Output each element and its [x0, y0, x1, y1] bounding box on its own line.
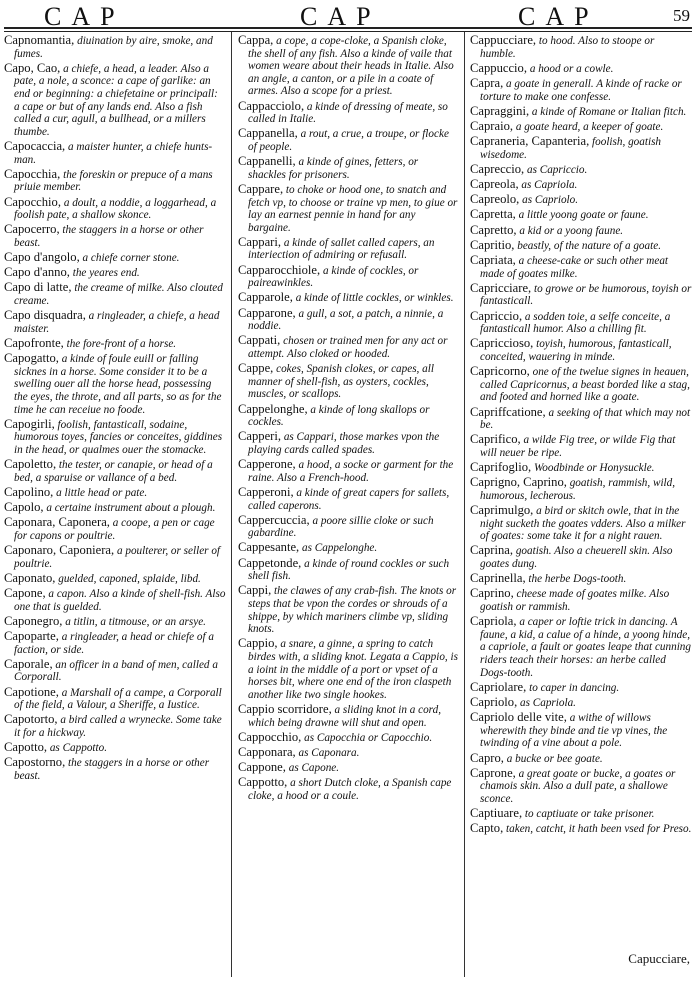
- definition: a cope, a cope-cloke, a Spanish cloke, the shell of any fish. Also a kinde of vaile that women weare about their heads in Italie. Also an angle, a canton, or a pile in a coate of armes. Also a scope for a priest.: [248, 35, 454, 98]
- definition: to choke or hood one, to snatch and fetch vp, to choose or traine vp men, to giue or lay an earnest pennie in hand for any bargaine.: [248, 183, 458, 234]
- definition: as Capriola.: [517, 696, 576, 709]
- dictionary-entry: [4, 281, 226, 307]
- dictionary-entry: [470, 62, 692, 76]
- headword: Capotorto,: [4, 712, 58, 727]
- definition: a Marshall of a campe, a Corporall of the field, a Valour, a Sheriffe, a Iustice.: [14, 686, 222, 712]
- dictionary-entry: [4, 501, 226, 515]
- headword: Caprifico,: [470, 432, 521, 447]
- headword: Capoparte,: [4, 629, 59, 643]
- dictionary-entry: [238, 557, 458, 583]
- definition: beastly, of the nature of a goate.: [514, 239, 661, 252]
- dictionary-entry: [4, 168, 226, 194]
- definition: chosen or trained men for any act or attempt. Also cloked or hooded.: [248, 335, 448, 360]
- headword: Capnomantia,: [4, 34, 75, 47]
- dictionary-entry: [4, 572, 226, 586]
- dictionary-entry: [238, 334, 458, 360]
- headword: Capocerro,: [4, 222, 60, 237]
- definition: one of the twelue signes in heauen, called Capricornus, a beast borded like a stag, and footed and horned like a goate.: [480, 366, 690, 404]
- dictionary-entry: [470, 807, 692, 821]
- headword: Cappa,: [238, 34, 274, 47]
- headword: Capparone,: [238, 305, 296, 320]
- headword: Cappotto,: [238, 775, 288, 790]
- headword: Capocchio,: [4, 194, 62, 209]
- headword: Cappetonde,: [238, 555, 302, 570]
- headword: Capo di latte,: [4, 280, 72, 295]
- dictionary-entry: [238, 403, 458, 429]
- definition: goatish, rammish, wild, humorous, lecherous.: [480, 477, 676, 502]
- dictionary-entry: [238, 236, 458, 262]
- definition: the yeares end.: [69, 267, 140, 280]
- headword: Capra,: [470, 75, 504, 90]
- page-number: 59: [673, 6, 690, 25]
- definition: a kinde of cockles, or paireawinkles.: [248, 264, 419, 290]
- dictionary-entry: [4, 337, 226, 351]
- definition: a cheese-cake or such other meat made of goates milke.: [480, 255, 669, 280]
- definition: as Cappari, those markes vpon the playing cards called spades.: [248, 431, 440, 456]
- definition: the staggers in a horse or other beast.: [14, 224, 204, 249]
- headword: Capriolare,: [470, 679, 527, 694]
- headword: Capretta,: [470, 207, 516, 222]
- headword: Capogirli,: [4, 416, 55, 431]
- dictionary-entry: [470, 337, 692, 363]
- dictionary-entry: [470, 504, 692, 543]
- headword: Cappesante,: [238, 540, 300, 555]
- dictionary-entry: [4, 62, 226, 139]
- headword: Cappi,: [238, 583, 272, 598]
- definition: a ringleader, a chiefe, a head maister.: [14, 310, 220, 335]
- headword: Cappio scorridore,: [238, 701, 332, 716]
- headword: Cappati,: [238, 333, 281, 348]
- headword: Cappanella,: [238, 126, 298, 141]
- headword: Cappone,: [238, 760, 286, 775]
- headword: Capraio,: [470, 118, 514, 133]
- definition: toyish, humorous, fantasticall, conceited, wauering in minde.: [480, 338, 672, 363]
- definition: as Capriccio.: [524, 163, 588, 176]
- headword: Cappuccio,: [470, 60, 528, 75]
- definition: a doult, a noddie, a loggarhead, a foolish pate, a shallow skonce.: [14, 196, 217, 222]
- headword: Caponaro, Caponiera,: [4, 543, 115, 558]
- definition: a sliding knot in a cord, which being drawne will shut and open.: [248, 703, 442, 729]
- headword: Capriccioso,: [470, 336, 534, 351]
- dictionary-entry: [4, 251, 226, 265]
- definition: a little head or pate.: [53, 486, 148, 499]
- definition: a kinde of gines, fetters, or shackles for prisoners.: [248, 156, 419, 181]
- definition: the staggers in a horse or other beast.: [14, 757, 210, 782]
- dictionary-entry: [470, 587, 692, 613]
- dictionary-entry: [470, 365, 692, 404]
- definition: the foreskin or prepuce of a mans priuie member.: [14, 168, 213, 194]
- headword: Capolino,: [4, 484, 54, 499]
- definition: to caper in dancing.: [526, 681, 620, 694]
- dictionary-entry: [4, 658, 226, 684]
- definition: a great goate or bucke, a goates or chamois skin. Also a dull pate, a shallowe sconce.: [480, 767, 676, 805]
- dictionary-entry: [238, 584, 458, 635]
- definition: a hood, a socke or garment for the raine. Also a French-hood.: [248, 459, 454, 484]
- headword: Cappe,: [238, 361, 274, 376]
- dictionary-entry: [470, 696, 692, 710]
- definition: to hood. Also to stoope or humble.: [480, 35, 655, 60]
- dictionary-entry: [470, 178, 692, 192]
- headword: Capo, Cao,: [4, 60, 61, 75]
- headword: Capocchia,: [4, 166, 61, 181]
- headword: Captiuare,: [470, 806, 523, 821]
- definition: a kid or a yoong faune.: [516, 224, 624, 237]
- headword: Cappucciare,: [470, 34, 537, 47]
- headword: Cappocchio,: [238, 729, 302, 744]
- definition: a kinde of dressing of meate, so called in Italie.: [248, 100, 448, 126]
- dictionary-entry: [470, 310, 692, 336]
- dictionary-entry: [470, 461, 692, 475]
- definition: foolish, goatish wisedome.: [480, 136, 662, 161]
- headword: Capriccio,: [470, 308, 523, 323]
- definition: a kinde of sallet called capers, an interiection of admiring or refusall.: [248, 236, 435, 262]
- definition: a bird or skitch owle, that in the night sucketh the goates vdders. Also a milker of goates: some take it for a night rauen.: [480, 505, 686, 543]
- definition: a seeking of that which may not be.: [480, 406, 691, 432]
- headword: Capritio,: [470, 237, 515, 252]
- headword: Cappare,: [238, 181, 284, 196]
- headword: Capone,: [4, 586, 46, 601]
- headword: Capparocchiole,: [238, 262, 321, 277]
- definition: foolish, fantasticall, sodaine, humorous toyes, fancies or conceites, giddines in the head, or qualmes ouer the stomacke.: [14, 418, 223, 456]
- definition: a little yoong goate or faune.: [515, 209, 649, 222]
- definition: a rout, a crue, a troupe, or flocke of people.: [248, 128, 449, 153]
- headword: Capo disquadra,: [4, 308, 86, 323]
- headword: Caprigno, Caprino,: [470, 475, 567, 490]
- column-divider-left: [231, 32, 232, 977]
- dictionary-entry: [470, 163, 692, 177]
- headword: Cappacciolo,: [238, 98, 305, 113]
- headword: Capponara,: [238, 744, 296, 759]
- dictionary-entry: [4, 266, 226, 280]
- definition: goatish. Also a cheuerell skin. Also goates dung.: [480, 545, 673, 571]
- dictionary-entry: [238, 430, 458, 456]
- dictionary-entry: [4, 516, 226, 542]
- dictionary-entry: [4, 309, 226, 335]
- dictionary-entry: [238, 291, 458, 305]
- headword: Cappari,: [238, 234, 282, 249]
- headword: Capriolo,: [470, 694, 518, 709]
- definition: a certaine instrument about a plough.: [43, 502, 216, 515]
- definition: a chiefe corner stone.: [79, 252, 180, 265]
- headword: Capofronte,: [4, 336, 64, 350]
- dictionary-entry: [238, 541, 458, 555]
- column-divider-right: [464, 32, 465, 977]
- definition: as Capocchia or Capocchio.: [301, 731, 433, 744]
- headword: Caprino,: [470, 586, 514, 601]
- headword: Caponara, Caponera,: [4, 515, 110, 530]
- headword: Capoletto,: [4, 457, 57, 472]
- headword: Capriola,: [470, 614, 517, 629]
- definition: a withe of willows wherewith they binde and tie vp vines, the twinding of a vine about a pole.: [480, 712, 668, 750]
- headword: Capotione,: [4, 684, 59, 699]
- definition: cheese made of goates milke. Also goatish or rammish.: [480, 588, 670, 613]
- dictionary-entry: [238, 637, 458, 701]
- headword: Capparole,: [238, 290, 293, 305]
- definition: as Capriola.: [518, 179, 578, 192]
- headword: Caporale,: [4, 656, 53, 671]
- dictionary-entry: [470, 282, 692, 308]
- headword: Capo d'anno,: [4, 265, 70, 280]
- dictionary-entry: [4, 223, 226, 249]
- headword: Caprone,: [470, 765, 516, 780]
- definition: a kinde of little cockles, or winkles.: [292, 292, 454, 305]
- dictionary-entry: [238, 514, 458, 540]
- dictionary-entry: [4, 140, 226, 166]
- headword: Capto,: [470, 821, 504, 836]
- dictionary-entry: [470, 120, 692, 134]
- dictionary-entry: [238, 731, 458, 745]
- dictionary-entry: [4, 196, 226, 222]
- headword: Capo d'angolo,: [4, 250, 80, 265]
- dictionary-entry: [470, 239, 692, 253]
- definition: Woodbinde or Honysuckle.: [531, 462, 655, 475]
- headword: Cappio,: [238, 636, 278, 651]
- dictionary-entry: [238, 307, 458, 333]
- definition: as Cappelonghe.: [299, 542, 378, 555]
- definition: a poore sillie cloke or such gabardine.: [248, 514, 434, 540]
- definition: a titlin, a titmouse, or an arsye.: [62, 615, 206, 628]
- headword: Caprimulgo,: [470, 503, 534, 518]
- dictionary-entry: [238, 127, 458, 153]
- headword: Capriffcatione,: [470, 404, 546, 419]
- headword: Capperoni,: [238, 484, 294, 499]
- headword: Cappanelli,: [238, 154, 296, 169]
- headword: Capocaccia,: [4, 138, 66, 153]
- headword: Capricciare,: [470, 280, 532, 295]
- headword: Capolo,: [4, 500, 44, 515]
- dictionary-entry: [470, 193, 692, 207]
- definition: a hood or a cowle.: [527, 62, 614, 75]
- header-rule: [4, 27, 692, 29]
- dictionary-entry: [470, 208, 692, 222]
- definition: a wilde Fig tree, or wilde Fig that will neuer be ripe.: [480, 434, 676, 459]
- definition: as Capriolo.: [519, 194, 579, 207]
- dictionary-entry: [470, 615, 692, 679]
- definition: a ringleader, a head or chiefe of a faction, or side.: [14, 631, 214, 656]
- running-head-left: CAP: [44, 2, 125, 31]
- headword: Capricorno,: [470, 364, 530, 379]
- dictionary-entry: [238, 746, 458, 760]
- dictionary-entry: [470, 681, 692, 695]
- headword: Capreolo,: [470, 192, 520, 207]
- definition: a gull, a sot, a patch, a ninnie, a noddie.: [248, 307, 444, 333]
- definition: to captiuate or take prisoner.: [522, 808, 655, 821]
- dictionary-entry: [238, 183, 458, 234]
- dictionary-entry: [4, 756, 226, 782]
- dictionary-entry: [4, 713, 226, 739]
- dictionary-entry: [4, 686, 226, 712]
- definition: a kinde of long skallops or cockles.: [248, 403, 430, 429]
- dictionary-entry: [470, 822, 692, 836]
- column-1: [4, 34, 226, 971]
- definition: cokes, Spanish clokes, or capes, all manner of shell-fish, as oysters, cockles, muscles, or scallops.: [248, 363, 434, 401]
- definition: to growe or be humorous, toyish or fantasticall.: [480, 282, 692, 308]
- catchword: Capucciare,: [628, 951, 690, 966]
- running-head-right: CAP: [518, 2, 599, 31]
- definition: the creame of milke. Also clouted creame.: [14, 282, 223, 308]
- definition: taken, catcht, it hath been vsed for Preso.: [503, 823, 692, 836]
- headword: Caprinella,: [470, 571, 526, 586]
- headword: Capperone,: [238, 457, 296, 472]
- dictionary-entry: [238, 761, 458, 775]
- headword: Capostorno,: [4, 755, 66, 770]
- dictionary-entry: [470, 476, 692, 502]
- headword: Caponato,: [4, 570, 56, 585]
- definition: a goate in generall. A kinde of racke or torture to make one confesse.: [480, 77, 682, 103]
- definition: a snare, a ginne, a spring to catch birdes with, a sliding knot. Legata a Cappio, is a ioint in the middle of a port or vpset of a horses bit, where one end of the iron claspeth another like two single hookes.: [248, 638, 458, 701]
- headword: Capperi,: [238, 429, 282, 444]
- definition: a capon. Also a kinde of shell-fish. Also one that is guelded.: [14, 588, 226, 613]
- headword: Cappelonghe,: [238, 401, 308, 416]
- definition: a kinde of foule euill or falling sicknes in a horse. Some consider it to be a swelling ouer all the horse head, possessing the eyes, the throte, and all parts, so as for the time he can receiue no foode.: [14, 353, 222, 416]
- dictionary-entry: [470, 224, 692, 238]
- definition: the fore-front of a horse.: [63, 338, 177, 350]
- headword: Capriolo delle vite,: [470, 710, 567, 725]
- headword: Capreola,: [470, 177, 519, 192]
- definition: a kinde of great capers for sallets, called caperons.: [248, 486, 450, 512]
- dictionary-entry: [238, 458, 458, 484]
- definition: an officer in a band of men, called a Corporall.: [14, 658, 218, 684]
- definition: a kinde of Romane or Italian fitch.: [529, 105, 687, 118]
- dictionary-entry: [470, 34, 692, 60]
- definition: as Caponara.: [295, 746, 360, 759]
- headword: Capro,: [470, 750, 504, 765]
- dictionary-entry: [4, 352, 226, 416]
- dictionary-entry: [4, 418, 226, 457]
- headword: Caprifoglio,: [470, 460, 532, 475]
- headword: Caponegro,: [4, 613, 63, 628]
- dictionary-entry: [470, 711, 692, 750]
- column-2: [238, 34, 458, 971]
- dictionary-entry: [470, 135, 692, 161]
- headword: Capraneria, Capanteria,: [470, 134, 590, 149]
- definition: a sodden toie, a selfe conceite, a fantasticall humor. Also a chilling fit.: [480, 310, 671, 336]
- dictionary-entry: [4, 587, 226, 613]
- definition: a maister hunter, a chiefe hunts-man.: [14, 140, 213, 166]
- dictionary-entry: [470, 77, 692, 103]
- definition: a chiefe, a head, a leader. Also a pate, a nole, a sconce: a cape of garlike: an end or beginning: a chiefetaine or principall: a cape or but of any lands end. Also a fish called a cur, agull, a bullhead, or a millers thumbe.: [14, 62, 218, 138]
- dictionary-entry: [470, 433, 692, 459]
- header-rule-thin: [4, 31, 692, 32]
- headword: Capraggini,: [470, 103, 530, 118]
- headword: Caprina,: [470, 543, 514, 558]
- dictionary-entry: [470, 406, 692, 432]
- definition: guelded, caponed, splaide, libd.: [55, 572, 201, 585]
- dictionary-entry: [238, 486, 458, 512]
- column-3: [470, 34, 692, 971]
- definition: a bucke or bee goate.: [503, 752, 603, 765]
- dictionary-entry: [4, 544, 226, 570]
- dictionary-entry: [4, 615, 226, 629]
- dictionary-entry: [470, 254, 692, 280]
- dictionary-entry: [238, 100, 458, 126]
- running-head-center: CAP: [300, 2, 381, 31]
- headword: Capretto,: [470, 222, 517, 237]
- dictionary-entry: [470, 752, 692, 766]
- headword: Capotto,: [4, 740, 48, 755]
- dictionary-entry: [238, 362, 458, 401]
- dictionary-entry: [238, 776, 458, 802]
- dictionary-entry: [238, 155, 458, 181]
- definition: a caper or loftie trick in dancing. A faune, a kid, a calue of a hinde, a yoong hinde, a capriole, a fault or goates leape that cunning riders teach their horses: an herbe called Dogs-tooth.: [480, 616, 691, 679]
- dictionary-entry: [238, 264, 458, 290]
- definition: the herbe Dogs-tooth.: [525, 573, 627, 586]
- headword: Cappercuccia,: [238, 512, 310, 527]
- headword: Capogatto,: [4, 351, 59, 366]
- definition: the tester, or canapie, or head of a bed, a sparuise or vallance of a bed.: [14, 459, 213, 484]
- dictionary-entry: [470, 767, 692, 806]
- dictionary-entry: [4, 34, 226, 60]
- definition: a coope, a pen or cage for capons or poultrie.: [14, 517, 215, 542]
- dictionary-entry: [4, 458, 226, 484]
- headword: Capriata,: [470, 253, 516, 268]
- definition: a bird called a wrynecke. Some take it for a hickway.: [14, 714, 222, 739]
- definition: a kinde of round cockles or such shell fish.: [248, 557, 450, 583]
- definition: a poulterer, or seller of poultrie.: [14, 545, 221, 570]
- dictionary-entry: [470, 105, 692, 119]
- dictionary-entry: [4, 486, 226, 500]
- definition: a short Dutch cloke, a Spanish cape cloke, a hood or a coule.: [248, 777, 452, 802]
- dictionary-entry: [470, 572, 692, 586]
- dictionary-entry: [238, 34, 458, 98]
- dictionary-entry: [470, 544, 692, 570]
- definition: the clawes of any crab-fish. The knots or steps that be vpon the cordes or shrouds of a shippe, by which mariners climbe vp, sliding knots.: [248, 585, 457, 636]
- dictionary-entry: [4, 630, 226, 656]
- dictionary-entry: [4, 741, 226, 755]
- dictionary-entry: [238, 703, 458, 729]
- definition: as Capone.: [285, 762, 340, 775]
- headword: Capreccio,: [470, 161, 525, 176]
- definition: diuination by aire, smoke, and fumes.: [14, 35, 213, 60]
- definition: a goate heard, a keeper of goate.: [513, 120, 664, 133]
- definition: as Cappotto.: [47, 742, 108, 755]
